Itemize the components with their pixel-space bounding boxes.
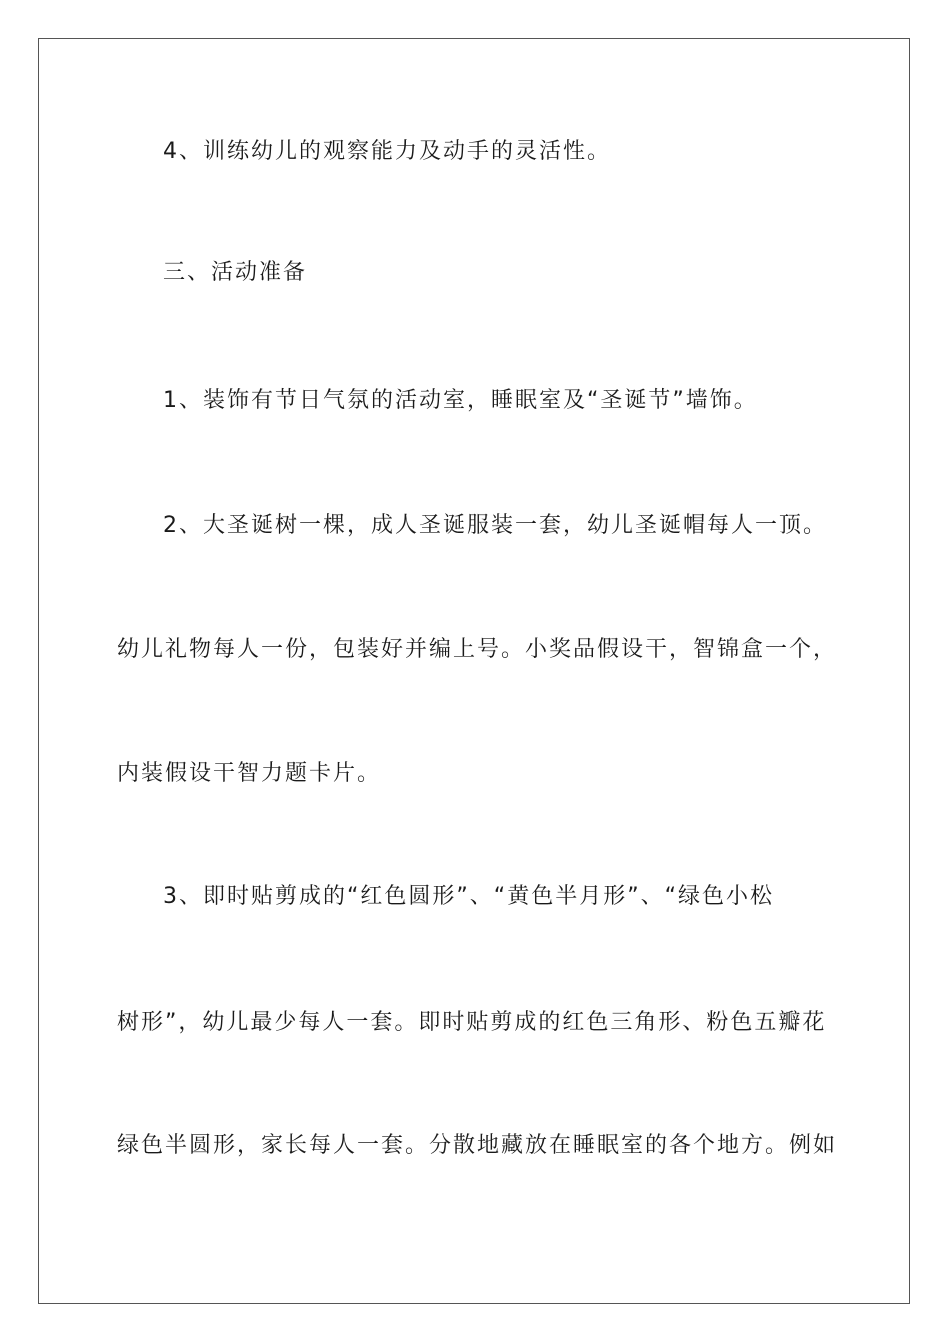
text-line-item-3: 3、即时贴剪成的“红色圆形”、“黄色半月形”、“绿色小松 <box>163 884 774 909</box>
section-heading-activity-preparation: 三、活动准备 <box>163 260 308 285</box>
page-border <box>38 38 910 1304</box>
text-line-item-2: 2、大圣诞树一棵，成人圣诞服装一套，幼儿圣诞帽每人一顶。 <box>163 513 827 538</box>
text-line-item-2-cont-2: 内装假设干智力题卡片。 <box>117 761 382 786</box>
text-line-item-1: 1、装饰有节日气氛的活动室，睡眠室及“圣诞节”墙饰。 <box>163 388 758 413</box>
text-line-item-3-cont-1: 树形”，幼儿最少每人一套。即时贴剪成的红色三角形、粉色五瓣花 <box>117 1010 827 1035</box>
text-line-item-3-cont-2: 绿色半圆形，家长每人一套。分散地藏放在睡眠室的各个地方。例如 <box>117 1133 838 1158</box>
text-line-item-2-cont-1: 幼儿礼物每人一份，包装好并编上号。小奖品假设干，智锦盒一个， <box>117 637 838 662</box>
text-line-item-4: 4、训练幼儿的观察能力及动手的灵活性。 <box>163 139 611 164</box>
